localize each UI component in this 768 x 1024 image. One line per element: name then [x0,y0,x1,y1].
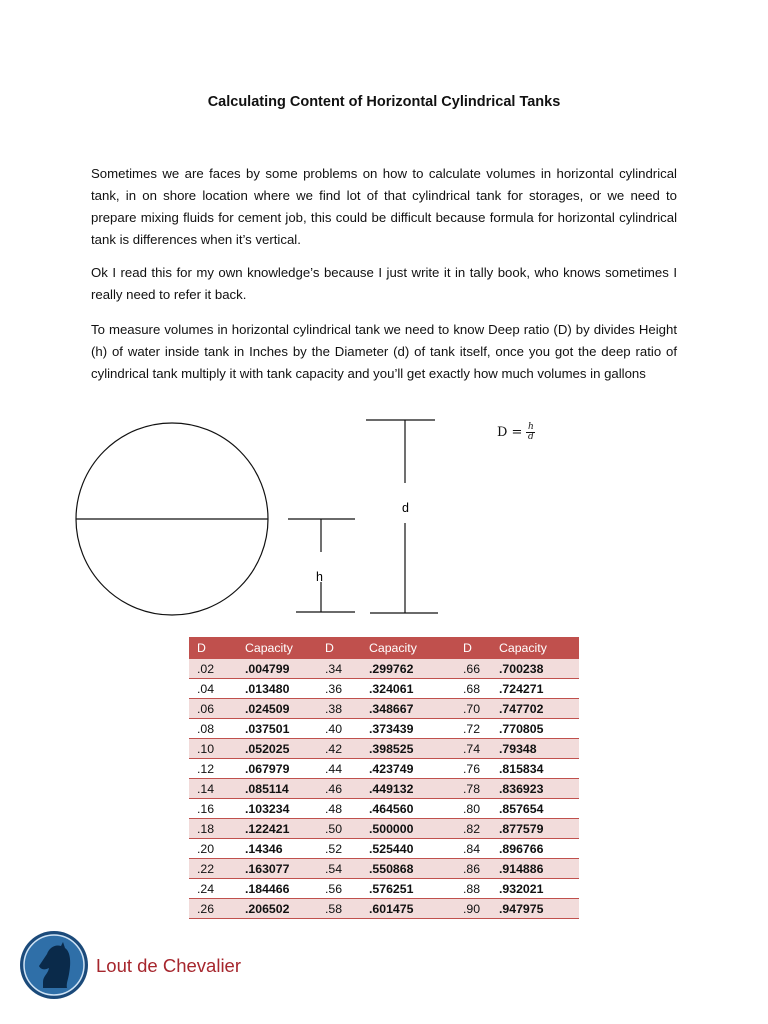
depth-ratio-cell: .34 [317,659,361,679]
table-row [189,759,579,779]
depth-ratio-cell: .12 [189,759,237,779]
column-header: D [455,637,491,659]
table-row [189,779,579,799]
depth-ratio-cell: .66 [455,659,491,679]
formula-fraction [526,423,535,442]
column-header: Capacity [237,637,317,659]
depth-ratio-cell: .36 [317,679,361,699]
depth-ratio-cell: .22 [189,859,237,879]
column-header: Capacity [491,637,579,659]
capacity-cell: .398525 [361,739,455,759]
formula-lhs: D [497,425,508,440]
capacity-cell: .500000 [361,819,455,839]
capacity-cell: .163077 [237,859,317,879]
depth-ratio-cell: .16 [189,799,237,819]
capacity-cell: .576251 [361,879,455,899]
depth-ratio-cell: .48 [317,799,361,819]
tank-diagram [0,405,768,625]
capacity-cell: .877579 [491,819,579,839]
depth-ratio-cell: .44 [317,759,361,779]
depth-ratio-cell: .04 [189,679,237,699]
formula-numerator: h [527,422,534,432]
capacity-cell: .464560 [361,799,455,819]
capacity-cell: .896766 [491,839,579,859]
depth-ratio-cell: .82 [455,819,491,839]
depth-ratio-cell: .54 [317,859,361,879]
capacity-cell: .067979 [237,759,317,779]
table-row [189,839,579,859]
depth-ratio-cell: .06 [189,699,237,719]
formula-denominator: d [527,432,534,442]
capacity-cell: .184466 [237,879,317,899]
depth-ratio-cell: .50 [317,819,361,839]
formula-equals: = [511,425,523,440]
brand-name: Lout de Chevalier [96,955,242,976]
depth-ratio-cell: .86 [455,859,491,879]
depth-ratio-cell: .74 [455,739,491,759]
depth-ratio-cell: .90 [455,899,491,919]
depth-ratio-cell: .88 [455,879,491,899]
capacity-cell: .024509 [237,699,317,719]
capacity-cell: .299762 [361,659,455,679]
ratio-formula [497,423,535,442]
depth-ratio-cell: .56 [317,879,361,899]
capacity-cell: .373439 [361,719,455,739]
capacity-cell: .348667 [361,699,455,719]
capacity-cell: .324061 [361,679,455,699]
capacity-cell: .103234 [237,799,317,819]
depth-ratio-cell: .10 [189,739,237,759]
table-row [189,679,579,699]
table-header-row [189,637,579,659]
capacity-cell: .037501 [237,719,317,739]
depth-ratio-cell: .80 [455,799,491,819]
depth-ratio-cell: .78 [455,779,491,799]
table-row [189,819,579,839]
capacity-cell: .815834 [491,759,579,779]
paragraph-note: Ok I read this for my own knowledge’s because I just write it in tally book, who knows sometimes I really need to refer it back. [91,265,677,302]
capacity-cell: .747702 [491,699,579,719]
capacity-cell: .122421 [237,819,317,839]
capacity-cell: .206502 [237,899,317,919]
capacity-cell: .052025 [237,739,317,759]
table-row [189,739,579,759]
depth-ratio-cell: .20 [189,839,237,859]
capacity-cell: .14346 [237,839,317,859]
table-row [189,859,579,879]
depth-ratio-cell: .08 [189,719,237,739]
column-header: D [189,637,237,659]
depth-ratio-cell: .24 [189,879,237,899]
depth-ratio-cell: .42 [317,739,361,759]
capacity-cell: .914886 [491,859,579,879]
capacity-cell: .013480 [237,679,317,699]
capacity-cell: .79348 [491,739,579,759]
depth-ratio-cell: .14 [189,779,237,799]
table-row [189,879,579,899]
capacity-cell: .947975 [491,899,579,919]
column-header: D [317,637,361,659]
height-label: h [316,570,323,584]
column-header: Capacity [361,637,455,659]
capacity-table [189,637,579,919]
capacity-cell: .836923 [491,779,579,799]
paragraph-method: To measure volumes in horizontal cylindrical tank we need to know Deep ratio (D) by divides Height (h) of water inside tank in Inches by the Diameter (d) of tank itself, once you got the deep ratio of cylindrical tank multiply it with tank capacity and you’ll get exactly how much volumes in gallons [91,322,677,381]
chess-knight-logo [19,930,89,1000]
depth-ratio-cell: .58 [317,899,361,919]
capacity-cell: .700238 [491,659,579,679]
depth-ratio-cell: .52 [317,839,361,859]
capacity-cell: .085114 [237,779,317,799]
capacity-cell: .724271 [491,679,579,699]
capacity-cell: .770805 [491,719,579,739]
capacity-cell: .857654 [491,799,579,819]
paragraph-intro: Sometimes we are faces by some problems on how to calculate volumes in horizontal cylindrical tank, in on shore location where we find lot of that cylindrical tank for storages, or we need to prepare mixing fluids for cement job, this could be difficult because formula for horizontal cylindrical tank is differences when it’s vertical. [91,166,677,247]
diameter-label: d [402,501,409,515]
capacity-cell: .449132 [361,779,455,799]
table-row [189,899,579,919]
depth-ratio-cell: .70 [455,699,491,719]
depth-ratio-cell: .18 [189,819,237,839]
table-row [189,799,579,819]
capacity-cell: .525440 [361,839,455,859]
depth-ratio-cell: .26 [189,899,237,919]
depth-ratio-cell: .40 [317,719,361,739]
table-row [189,699,579,719]
capacity-cell: .932021 [491,879,579,899]
depth-ratio-cell: .72 [455,719,491,739]
depth-ratio-cell: .02 [189,659,237,679]
table-row [189,659,579,679]
page-title: Calculating Content of Horizontal Cylindrical Tanks [207,94,561,110]
capacity-cell: .550868 [361,859,455,879]
table-body [189,659,579,919]
table-row [189,719,579,739]
capacity-cell: .423749 [361,759,455,779]
depth-ratio-cell: .84 [455,839,491,859]
depth-ratio-cell: .38 [317,699,361,719]
capacity-cell: .601475 [361,899,455,919]
depth-ratio-cell: .68 [455,679,491,699]
capacity-cell: .004799 [237,659,317,679]
depth-ratio-cell: .46 [317,779,361,799]
depth-ratio-cell: .76 [455,759,491,779]
